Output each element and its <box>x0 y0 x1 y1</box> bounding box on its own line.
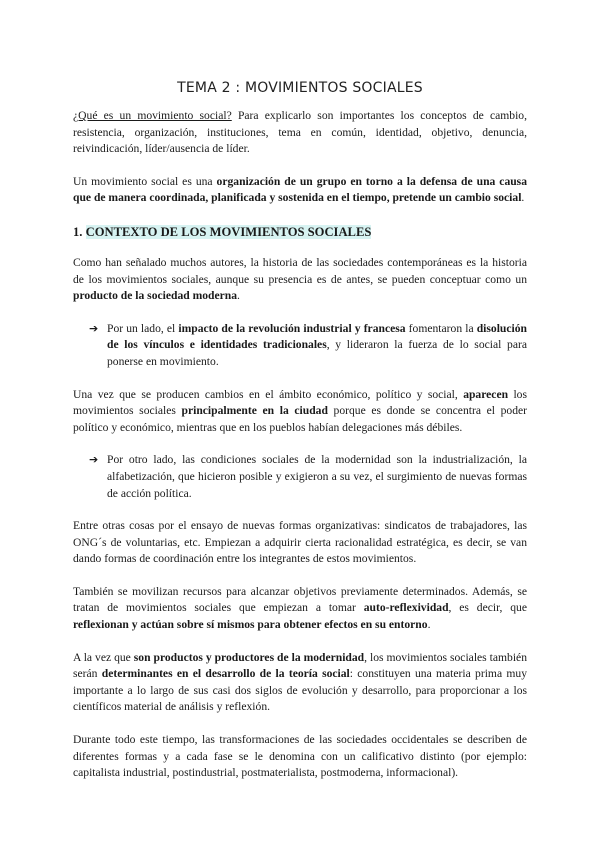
arrow-right-icon: ➔ <box>89 453 99 467</box>
p2-t2: los movimientos sociales <box>73 387 527 418</box>
p1-bold: producto de la sociedad moderna <box>73 289 238 303</box>
p2-b2: principalmente en la ciudad <box>181 404 328 418</box>
paragraph-2 <box>73 387 527 437</box>
bullet1-t2: fomentaron la <box>405 321 477 335</box>
definition-bold: organización de un grupo en torno a la defensa de una causa que de manera coordinada, planificada y sostenida en el tiempo, pretende un cambio social <box>73 174 527 205</box>
bullet-item-1 <box>73 321 527 371</box>
paragraph-4 <box>73 584 527 634</box>
p4-t1: También se movilizan recursos para alcanzar objetivos previamente determinados. Además, se tratan de movimientos sociales que empiezan a tomar <box>73 584 527 615</box>
p5-b1: son productos y productores de la modernidad <box>133 650 365 664</box>
bullet-item-2 <box>73 452 527 502</box>
p5-b2: determinantes en el desarrollo de la teoría social <box>101 667 350 681</box>
bullet1-b1: impacto de la revolución industrial y francesa <box>178 321 406 335</box>
intro-paragraph <box>73 108 527 158</box>
paragraph-5 <box>73 650 527 716</box>
bullet2-text: Por otro lado, las condiciones sociales de la modernidad son la industrialización, la alfabetización, que hicieron posible y exigieron a su vez, el surgimiento de nuevas formas de acción política. <box>107 453 527 500</box>
definition-paragraph <box>73 174 527 207</box>
p5-t1: A la vez que <box>73 650 134 664</box>
paragraph-3: Entre otras cosas por el ensayo de nuevas formas organizativas: sindicatos de trabajadores, las ONG´s de voluntarias, etc. Empiezan a adquirir cierta racionalidad estratégica, es decir, se van dando formas de coordinación entre los integrantes de estos movimientos. <box>73 519 527 566</box>
page-title: TEMA 2 : MOVIMIENTOS SOCIALES <box>177 80 423 96</box>
p4-t3: . <box>427 618 431 632</box>
arrow-right-icon: ➔ <box>89 321 99 335</box>
section-heading <box>73 223 527 241</box>
p2-t3: porque es donde se concentra el poder político y económico, mientras que en los pueblos habían delegaciones más débiles. <box>73 404 528 434</box>
p2-b1: aparecen <box>463 387 509 401</box>
p2-t1: Una vez que se producen cambios en el ámbito económico, político y social, <box>73 387 464 401</box>
paragraph-6: Durante todo este tiempo, las transformaciones de las sociedades occidentales se describen de diferentes formas y a cada fase se le denomina con un calificativo distinto (por ejemplo: capitalista industrial, postindustrial, postmaterialista, postmoderna, informacional). <box>73 733 527 780</box>
paragraph-1 <box>73 255 527 305</box>
bullet1-t3: , y lideraron la fuerza de lo social para ponerse en movimiento. <box>107 338 527 368</box>
section-number: 1. <box>73 224 86 239</box>
p1-text: Como han señalado muchos autores, la historia de las sociedades contemporáneas es la historia de los movimientos sociales, aunque su presencia es de antes, se pueden conceptuar como un <box>73 255 527 286</box>
p4-b1: auto-reflexividad <box>363 601 449 615</box>
p4-t2: , es decir, que <box>448 601 527 615</box>
intro-rest: Para explicarlo son importantes los conceptos de cambio, resistencia, organización, instituciones, tema en común, identidad, objetivo, denuncia, reivindicación, líder/ausencia de líder. <box>73 109 528 156</box>
section-title: CONTEXTO DE LOS MOVIMIENTOS SOCIALES <box>85 224 372 239</box>
p4-b2: reflexionan y actúan sobre sí mismos para obtener efectos en su entorno <box>73 618 428 632</box>
p5-t3: : constituyen una materia prima muy importante a lo largo de sus casi dos siglos de evolución y desarrollo, para proporcionar a los científicos material de análisis y reflexión. <box>73 667 527 714</box>
bullet1-t1: Por un lado, el <box>107 321 179 335</box>
p5-t2: , los movimientos sociales también serán <box>73 650 527 681</box>
definition-pre: Un movimiento social es una <box>73 174 217 188</box>
definition-post: . <box>521 191 525 205</box>
intro-question: ¿Qué es un movimiento social? <box>73 109 232 122</box>
p1-post: . <box>237 289 240 303</box>
bullet1-b2: disolución de los vínculos e identidades tradicionales <box>107 321 527 352</box>
